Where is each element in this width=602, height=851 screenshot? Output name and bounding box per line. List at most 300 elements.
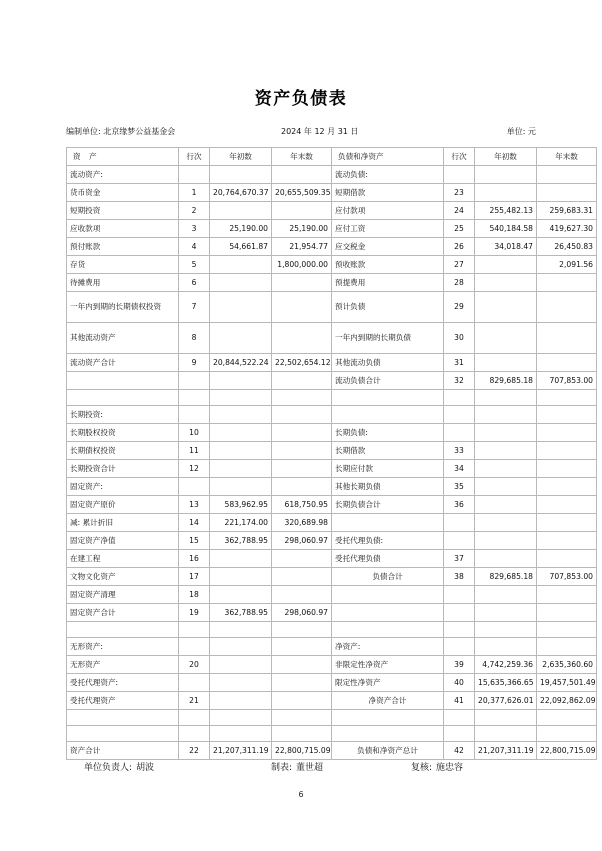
liability-line-no-cell [444,622,475,638]
balance-sheet-table [66,147,597,760]
preparer [271,760,323,773]
asset-label-cell: 受托代理资产: [67,674,179,692]
asset-end-value-cell [272,323,332,354]
table-row [67,514,597,532]
reviewer-name: 施忠容 [436,763,464,773]
table-row [67,586,597,604]
asset-label-cell: 在建工程 [67,550,179,568]
table-row [67,202,597,220]
liability-line-no-cell [444,710,475,726]
asset-line-no-cell: 11 [179,442,210,460]
table-row [67,742,597,760]
asset-label-cell: 一年内到期的长期债权投资 [67,292,179,323]
asset-line-no-cell: 8 [179,323,210,354]
liability-line-no-cell [444,586,475,604]
liability-label-cell: 限定性净资产 [332,674,444,692]
asset-line-no-cell [179,710,210,726]
asset-label-cell: 固定资产合计 [67,604,179,622]
liability-label-cell: 其他长期负债 [332,478,444,496]
table-row [67,274,597,292]
liability-begin-value-cell [475,256,537,274]
asset-begin-value-cell: 362,788.95 [210,604,272,622]
liability-label-cell: 预计负债 [332,292,444,323]
asset-begin-value-cell [210,292,272,323]
liability-label-cell: 负债合计 [332,568,444,586]
liability-end-value-cell [537,604,597,622]
liability-begin-value-cell [475,390,537,406]
asset-label-cell: 应收款项 [67,220,179,238]
asset-begin-value-cell: 20,764,670.37 [210,184,272,202]
table-row [67,406,597,424]
asset-label-cell: 固定资产清理 [67,586,179,604]
asset-end-value-cell [272,202,332,220]
asset-begin-value-cell [210,442,272,460]
asset-label-cell: 短期投资 [67,202,179,220]
table-row [67,674,597,692]
asset-line-no-cell [179,622,210,638]
asset-begin-value-cell [210,692,272,710]
asset-line-no-cell: 18 [179,586,210,604]
liability-line-no-cell: 23 [444,184,475,202]
table-row [67,424,597,442]
liability-end-value-cell [537,406,597,424]
asset-begin-value-cell [210,478,272,496]
liability-end-value-cell: 259,683.31 [537,202,597,220]
asset-label-cell [67,622,179,638]
reviewer [411,760,463,773]
asset-label-cell: 长期投资合计 [67,460,179,478]
page-number: 6 [298,790,304,799]
liability-end-value-cell [537,622,597,638]
liability-end-value-cell [537,550,597,568]
liability-end-value-cell: 19,457,501.49 [537,674,597,692]
asset-end-value-cell [272,406,332,424]
asset-label-cell: 固定资产: [67,478,179,496]
liability-label-cell: 其他流动负债 [332,354,444,372]
asset-label-cell: 文物文化资产 [67,568,179,586]
liability-begin-value-cell [475,514,537,532]
asset-end-value-cell: 1,800,000.00 [272,256,332,274]
table-row [67,656,597,674]
liability-begin-value-cell [475,550,537,568]
liability-line-no-cell: 32 [444,372,475,390]
asset-label-cell: 存货 [67,256,179,274]
liability-end-value-cell: 22,800,715.09 [537,742,597,760]
liability-begin-value-cell: 4,742,259.36 [475,656,537,674]
asset-label-cell [67,710,179,726]
liability-line-no-cell [444,604,475,622]
liability-begin-value-cell: 21,207,311.19 [475,742,537,760]
liability-begin-value-cell: 20,377,626.01 [475,692,537,710]
responsible-person-label: 单位负责人: [84,763,133,773]
col-header-line-no-right: 行次 [444,148,475,166]
liability-line-no-cell: 30 [444,323,475,354]
liability-line-no-cell [444,166,475,184]
asset-label-cell: 长期股权投资 [67,424,179,442]
asset-begin-value-cell [210,372,272,390]
liability-begin-value-cell [475,622,537,638]
preparer-org [66,126,175,137]
liability-end-value-cell: 26,450.83 [537,238,597,256]
asset-line-no-cell [179,372,210,390]
table-row [67,622,597,638]
liability-end-value-cell [537,292,597,323]
liability-label-cell [332,514,444,532]
reviewer-label: 复核: [411,763,433,773]
liability-label-cell [332,604,444,622]
table-row [67,442,597,460]
liability-line-no-cell: 27 [444,256,475,274]
table-row [67,390,597,406]
liability-end-value-cell [537,710,597,726]
asset-end-value-cell [272,292,332,323]
liability-label-cell: 净资产合计 [332,692,444,710]
liability-label-cell [332,406,444,424]
table-row [67,532,597,550]
asset-label-cell: 其他流动资产 [67,323,179,354]
liability-line-no-cell: 36 [444,496,475,514]
liability-end-value-cell [537,478,597,496]
asset-end-value-cell [272,550,332,568]
liability-begin-value-cell [475,478,537,496]
liability-line-no-cell: 41 [444,692,475,710]
col-header-begin-left: 年初数 [210,148,272,166]
liability-end-value-cell [537,496,597,514]
asset-label-cell: 固定资产净值 [67,532,179,550]
asset-end-value-cell: 618,750.95 [272,496,332,514]
table-body [67,148,597,760]
liability-begin-value-cell [475,274,537,292]
liability-line-no-cell [444,726,475,742]
asset-begin-value-cell: 54,661.87 [210,238,272,256]
asset-line-no-cell [179,166,210,184]
liability-line-no-cell [444,514,475,532]
asset-end-value-cell [272,586,332,604]
liability-label-cell: 预收账款 [332,256,444,274]
asset-begin-value-cell [210,550,272,568]
table-row [67,550,597,568]
liability-end-value-cell [537,166,597,184]
asset-label-cell: 货币资金 [67,184,179,202]
liability-line-no-cell [444,424,475,442]
liability-line-no-cell: 40 [444,674,475,692]
asset-end-value-cell [272,726,332,742]
asset-line-no-cell: 3 [179,220,210,238]
liability-begin-value-cell [475,323,537,354]
asset-line-no-cell: 12 [179,460,210,478]
table-row [67,184,597,202]
table-row [67,726,597,742]
asset-line-no-cell: 7 [179,292,210,323]
liability-begin-value-cell [475,406,537,424]
asset-begin-value-cell [210,166,272,184]
liability-label-cell: 流动负债: [332,166,444,184]
asset-line-no-cell: 14 [179,514,210,532]
asset-line-no-cell [179,638,210,656]
liability-label-cell: 长期负债合计 [332,496,444,514]
table-row [67,292,597,323]
liability-end-value-cell: 2,091.56 [537,256,597,274]
col-header-liabilities: 负债和净资产 [332,148,444,166]
asset-begin-value-cell [210,710,272,726]
col-header-begin-right: 年初数 [475,148,537,166]
liability-label-cell: 应付款项 [332,202,444,220]
asset-begin-value-cell [210,323,272,354]
liability-end-value-cell [537,184,597,202]
liability-begin-value-cell [475,166,537,184]
liability-begin-value-cell [475,586,537,604]
asset-end-value-cell: 298,060.97 [272,604,332,622]
asset-begin-value-cell [210,726,272,742]
liability-line-no-cell [444,638,475,656]
liability-line-no-cell: 33 [444,442,475,460]
asset-end-value-cell [272,460,332,478]
liability-label-cell: 受托代理负债 [332,550,444,568]
asset-label-cell [67,726,179,742]
asset-label-cell: 无形资产: [67,638,179,656]
asset-begin-value-cell [210,568,272,586]
liability-line-no-cell: 38 [444,568,475,586]
report-meta [66,126,536,140]
liability-label-cell [332,710,444,726]
liability-end-value-cell: 707,853.00 [537,568,597,586]
asset-line-no-cell: 10 [179,424,210,442]
liability-label-cell: 非限定性净资产 [332,656,444,674]
table-row [67,256,597,274]
asset-label-cell: 固定资产原价 [67,496,179,514]
asset-begin-value-cell: 583,962.95 [210,496,272,514]
liability-end-value-cell [537,354,597,372]
liability-end-value-cell [537,460,597,478]
preparer-name: 董世超 [296,763,324,773]
liability-label-cell: 应交税金 [332,238,444,256]
asset-line-no-cell: 9 [179,354,210,372]
liability-begin-value-cell: 255,482.13 [475,202,537,220]
asset-line-no-cell: 19 [179,604,210,622]
asset-end-value-cell: 20,655,509.35 [272,184,332,202]
asset-line-no-cell [179,726,210,742]
report-unit: 单位: 元 [506,127,536,136]
liability-line-no-cell: 26 [444,238,475,256]
asset-begin-value-cell [210,638,272,656]
liability-end-value-cell [537,586,597,604]
liability-label-cell: 一年内到期的长期负债 [332,323,444,354]
liability-line-no-cell [444,532,475,550]
liability-line-no-cell: 34 [444,460,475,478]
asset-end-value-cell: 298,060.97 [272,532,332,550]
asset-label-cell [67,372,179,390]
liability-begin-value-cell [475,354,537,372]
table-row [67,323,597,354]
table-row [67,568,597,586]
liability-end-value-cell [537,442,597,460]
asset-label-cell: 减: 累计折旧 [67,514,179,532]
report-period: 2024 年 12 月 31 日 [281,127,359,136]
asset-end-value-cell [272,622,332,638]
col-header-end-right: 年末数 [537,148,597,166]
liability-end-value-cell [537,532,597,550]
liability-label-cell [332,390,444,406]
asset-end-value-cell [272,638,332,656]
table-row [67,692,597,710]
asset-line-no-cell: 4 [179,238,210,256]
page-title: 资产负债表 [254,89,348,109]
liability-label-cell [332,726,444,742]
asset-end-value-cell [272,166,332,184]
liability-end-value-cell [537,638,597,656]
asset-line-no-cell [179,390,210,406]
liability-end-value-cell [537,323,597,354]
asset-label-cell: 无形资产 [67,656,179,674]
liability-label-cell: 应付工资 [332,220,444,238]
signature-row [66,760,536,774]
asset-line-no-cell: 13 [179,496,210,514]
liability-end-value-cell [537,424,597,442]
liability-begin-value-cell [475,638,537,656]
table-row [67,460,597,478]
asset-begin-value-cell: 20,844,522.24 [210,354,272,372]
asset-begin-value-cell [210,622,272,638]
liability-line-no-cell: 42 [444,742,475,760]
liability-end-value-cell: 419,627.30 [537,220,597,238]
liability-line-no-cell: 29 [444,292,475,323]
liability-begin-value-cell [475,460,537,478]
table-row [67,238,597,256]
liability-begin-value-cell: 829,685.18 [475,372,537,390]
asset-line-no-cell: 1 [179,184,210,202]
table-row [67,372,597,390]
asset-line-no-cell: 5 [179,256,210,274]
liability-begin-value-cell: 540,184.58 [475,220,537,238]
asset-line-no-cell: 20 [179,656,210,674]
asset-begin-value-cell [210,674,272,692]
asset-line-no-cell [179,674,210,692]
liability-begin-value-cell: 34,018.47 [475,238,537,256]
liability-end-value-cell [537,726,597,742]
asset-begin-value-cell [210,202,272,220]
liability-label-cell: 净资产: [332,638,444,656]
asset-begin-value-cell: 21,207,311.19 [210,742,272,760]
liability-line-no-cell: 31 [444,354,475,372]
liability-label-cell: 短期借款 [332,184,444,202]
asset-label-cell: 受托代理资产 [67,692,179,710]
asset-line-no-cell [179,478,210,496]
asset-line-no-cell: 22 [179,742,210,760]
liability-line-no-cell: 37 [444,550,475,568]
asset-line-no-cell: 15 [179,532,210,550]
asset-line-no-cell [179,406,210,424]
liability-begin-value-cell [475,496,537,514]
liability-begin-value-cell [475,184,537,202]
liability-label-cell: 流动负债合计 [332,372,444,390]
liability-line-no-cell [444,406,475,424]
asset-label-cell [67,390,179,406]
asset-begin-value-cell [210,406,272,424]
liability-line-no-cell: 24 [444,202,475,220]
asset-end-value-cell [272,424,332,442]
asset-begin-value-cell [210,274,272,292]
asset-line-no-cell: 6 [179,274,210,292]
table-row [67,638,597,656]
liability-begin-value-cell [475,726,537,742]
liability-begin-value-cell [475,442,537,460]
asset-begin-value-cell [210,256,272,274]
asset-end-value-cell [272,674,332,692]
asset-begin-value-cell [210,390,272,406]
asset-begin-value-cell [210,586,272,604]
asset-label-cell: 长期债权投资 [67,442,179,460]
asset-end-value-cell [272,390,332,406]
asset-end-value-cell [272,372,332,390]
asset-end-value-cell [272,274,332,292]
col-header-line-no-left: 行次 [179,148,210,166]
asset-label-cell: 流动资产合计 [67,354,179,372]
asset-label-cell: 长期投资: [67,406,179,424]
liability-label-cell: 长期借款 [332,442,444,460]
liability-label-cell: 长期应付款 [332,460,444,478]
asset-end-value-cell: 25,190.00 [272,220,332,238]
liability-begin-value-cell: 829,685.18 [475,568,537,586]
asset-end-value-cell: 21,954.77 [272,238,332,256]
liability-line-no-cell: 25 [444,220,475,238]
asset-begin-value-cell [210,656,272,674]
asset-end-value-cell [272,478,332,496]
liability-end-value-cell [537,390,597,406]
asset-label-cell: 预付账款 [67,238,179,256]
liability-end-value-cell [537,274,597,292]
asset-end-value-cell: 320,689.98 [272,514,332,532]
table-header-row [67,148,597,166]
liability-end-value-cell [537,514,597,532]
asset-end-value-cell [272,692,332,710]
table-row [67,354,597,372]
col-header-assets: 资 产 [67,148,179,166]
asset-line-no-cell: 2 [179,202,210,220]
asset-line-no-cell: 16 [179,550,210,568]
responsible-person [84,760,154,773]
asset-label-cell: 流动资产: [67,166,179,184]
liability-begin-value-cell [475,424,537,442]
liability-begin-value-cell [475,604,537,622]
asset-end-value-cell: 22,800,715.09 [272,742,332,760]
asset-end-value-cell [272,710,332,726]
liability-label-cell [332,622,444,638]
asset-label-cell: 待摊费用 [67,274,179,292]
liability-label-cell [332,586,444,604]
liability-label-cell: 长期负债: [332,424,444,442]
table-row [67,478,597,496]
asset-begin-value-cell: 25,190.00 [210,220,272,238]
liability-line-no-cell: 35 [444,478,475,496]
asset-end-value-cell: 22,502,654.12 [272,354,332,372]
liability-line-no-cell: 28 [444,274,475,292]
responsible-person-name: 胡波 [136,763,155,773]
liability-end-value-cell: 22,092,862.09 [537,692,597,710]
asset-begin-value-cell: 362,788.95 [210,532,272,550]
liability-label-cell: 预提费用 [332,274,444,292]
asset-line-no-cell: 21 [179,692,210,710]
table-row [67,496,597,514]
col-header-end-left: 年末数 [272,148,332,166]
liability-line-no-cell [444,390,475,406]
asset-line-no-cell: 17 [179,568,210,586]
liability-end-value-cell: 707,853.00 [537,372,597,390]
preparer-org-label: 编制单位: [66,127,101,136]
liability-begin-value-cell [475,532,537,550]
asset-begin-value-cell [210,460,272,478]
asset-end-value-cell [272,656,332,674]
asset-label-cell: 资产合计 [67,742,179,760]
